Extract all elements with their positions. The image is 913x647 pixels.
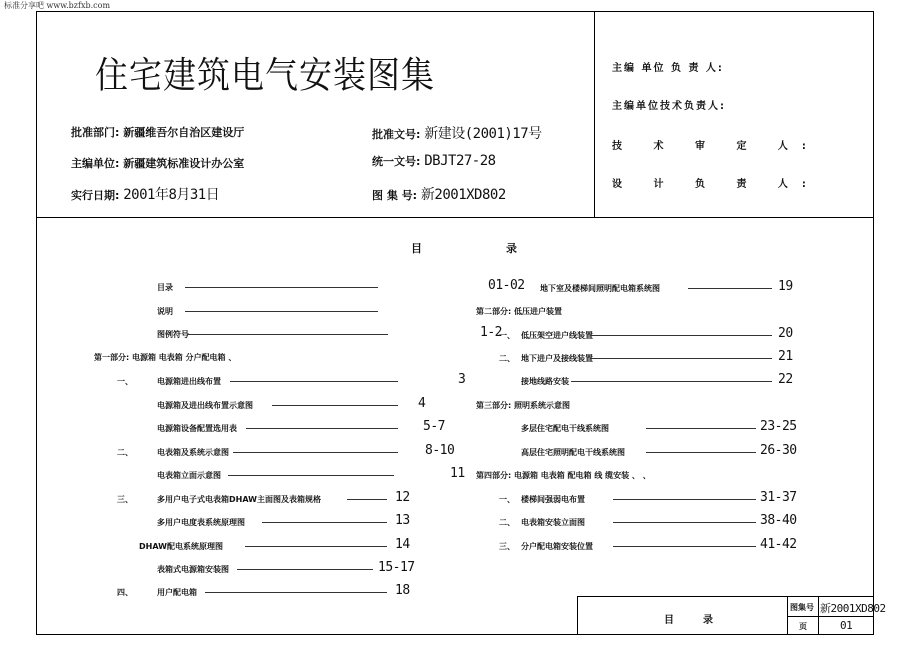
toc-num: 一、 xyxy=(117,377,133,386)
approval-number: 批准文号: 新建设(2001)17号 xyxy=(372,126,542,142)
titleblock-name-right: 录 xyxy=(703,615,715,626)
signoff-divider xyxy=(594,11,595,217)
toc-entry: 低压架空进户线装置 xyxy=(521,331,593,340)
editor-unit-label: 主编单位 xyxy=(71,157,115,170)
approval-dept-label: 批准部门 xyxy=(71,126,115,139)
toc-leader xyxy=(246,428,398,429)
toc-leader xyxy=(205,592,387,593)
titleblock-page-label: 页 xyxy=(799,622,807,631)
toc-page: 23-25 xyxy=(760,419,797,434)
titleblock-left xyxy=(577,596,578,635)
toc-leader xyxy=(272,405,398,406)
toc-page: 13 xyxy=(395,513,410,528)
signoff-design-head: 设 计 负 责 人: xyxy=(612,179,820,190)
toc-leader xyxy=(233,452,398,453)
toc-leader xyxy=(613,546,756,547)
toc-leader xyxy=(185,311,378,312)
toc-leader xyxy=(237,569,373,570)
titleblock-atlas-value: 新2001XD802 xyxy=(820,602,886,615)
titleblock-atlas-label: 图集号 xyxy=(790,603,814,612)
toc-leader xyxy=(646,452,756,453)
toc-page: 26-30 xyxy=(760,443,797,458)
toc-page: 18 xyxy=(395,583,410,598)
toc-entry: 图例符号 xyxy=(157,330,189,339)
toc-page: 31-37 xyxy=(760,490,797,505)
toc-entry: 电表箱及系统示意图 xyxy=(157,448,229,457)
toc-leader xyxy=(347,499,387,500)
toc-leader xyxy=(262,522,387,523)
toc-entry: 说明 xyxy=(157,307,173,316)
toc-page: 14 xyxy=(395,537,410,552)
toc-page: 4 xyxy=(418,396,426,411)
effective-date-value: 2001年8月31日 xyxy=(123,187,220,203)
toc-leader xyxy=(230,381,398,382)
atlas-number-value: 新2001XD802 xyxy=(420,187,506,203)
toc-page: 20 xyxy=(778,326,793,341)
toc-entry: 目录 xyxy=(157,283,173,292)
approval-dept-value: 新疆维吾尔自治区建设厅 xyxy=(123,126,245,139)
toc-entry: 电表箱安装立面图 xyxy=(521,518,585,527)
toc-entry: 电源箱及进出线布置示意图 xyxy=(157,401,253,410)
toc-entry: 楼梯间强弱电布置 xyxy=(521,495,585,504)
toc-num: 二、 xyxy=(499,518,515,527)
toc-leader xyxy=(228,475,394,476)
toc-leader xyxy=(590,358,772,359)
toc-page: 01-02 xyxy=(488,278,525,293)
effective-date-label: 实行日期 xyxy=(71,189,115,202)
toc-entry: 电源箱进出线布置 xyxy=(157,377,221,386)
toc-num: 三、 xyxy=(499,542,515,551)
toc-leader xyxy=(613,499,756,500)
toc-entry: 多层住宅配电干线系统图 xyxy=(521,424,609,433)
toc-page: 15-17 xyxy=(378,560,415,575)
toc-section-heading: 第二部分: 低压进户装置 xyxy=(476,307,562,316)
unified-number-value: DBJT27-28 xyxy=(424,153,496,169)
toc-leader xyxy=(646,428,756,429)
toc-title-right: 录 xyxy=(506,242,517,255)
toc-num: 二、 xyxy=(117,448,133,457)
toc-entry: 多用户电子式电表箱DHAW主面图及表箱规格 xyxy=(157,495,321,504)
toc-entry: 接地线路安装 xyxy=(521,377,569,386)
toc-entry: 用户配电箱 xyxy=(157,588,197,597)
toc-leader xyxy=(590,335,772,336)
effective-date: 实行日期: 2001年8月31日 xyxy=(71,187,220,203)
signoff-unit-head: 主编 单位 负 责 人: xyxy=(612,63,724,74)
titleblock-page-value: 01 xyxy=(840,619,853,632)
toc-num: 三、 xyxy=(117,495,133,504)
toc-entry: 地下进户及接线装置 xyxy=(521,354,593,363)
toc-entry: 多用户电度表系统原理图 xyxy=(157,518,245,527)
atlas-title: 住宅建筑电气安装图集 xyxy=(95,53,435,97)
toc-entry: 电源箱设备配置选用表 xyxy=(157,424,237,433)
toc-num: 二、 xyxy=(499,354,515,363)
toc-leader xyxy=(571,381,772,382)
titleblock-row-divider xyxy=(787,616,874,617)
unified-number: 统一文号: DBJT27-28 xyxy=(372,153,496,169)
toc-leader xyxy=(245,546,387,547)
toc-page: 19 xyxy=(778,279,793,294)
atlas-number: 图 集 号: 新2001XD802 xyxy=(372,187,506,203)
approval-number-value: 新建设(2001)17号 xyxy=(424,126,542,142)
toc-page: 22 xyxy=(778,372,793,387)
toc-page: 11 xyxy=(450,466,465,481)
approval-number-label: 批准文号 xyxy=(372,128,416,141)
toc-section-heading: 第一部分: 电源箱 电表箱 分户配电箱 、 xyxy=(94,353,237,362)
toc-leader xyxy=(613,522,756,523)
unified-number-label: 统一文号 xyxy=(372,155,416,168)
approval-dept: 批准部门: 新疆维吾尔自治区建设厅 xyxy=(71,126,245,139)
toc-page: 38-40 xyxy=(760,513,797,528)
editor-unit: 主编单位: 新疆建筑标准设计办公室 xyxy=(71,157,245,170)
toc-section-heading: 第四部分: 电源箱 电表箱 配电箱 线 缆安装 、 、 xyxy=(476,471,651,480)
toc-page: 21 xyxy=(778,349,793,364)
toc-num: 一、 xyxy=(499,331,515,340)
toc-leader xyxy=(187,334,388,335)
toc-num: 四、 xyxy=(117,588,133,597)
editor-unit-value: 新疆建筑标准设计办公室 xyxy=(123,157,245,170)
titleblock-name-left: 目 xyxy=(664,615,676,626)
toc-entry: 电表箱立面示意图 xyxy=(157,471,221,480)
signoff-tech-head: 主编单位技术负责人: xyxy=(612,101,726,112)
toc-page: 5-7 xyxy=(423,419,445,434)
toc-entry: 高层住宅照明配电干线系统图 xyxy=(521,448,625,457)
toc-entry: DHAW配电系统原理图 xyxy=(139,542,223,551)
header-divider xyxy=(36,217,874,218)
toc-page: 1-2 xyxy=(480,325,502,340)
toc-entry: 表箱式电源箱安装图 xyxy=(157,565,229,574)
watermark-text: 标准分享吧 www.bzfxb.com xyxy=(4,1,111,10)
toc-title-left: 目 xyxy=(411,242,422,255)
atlas-number-label: 图 集 号 xyxy=(372,189,413,202)
toc-leader xyxy=(185,287,378,288)
toc-section-heading: 第三部分: 照明系统示意图 xyxy=(476,401,570,410)
titleblock-top xyxy=(577,596,874,597)
toc-leader xyxy=(688,288,772,289)
toc-page: 8-10 xyxy=(425,443,455,458)
toc-page: 3 xyxy=(458,372,466,387)
toc-page: 12 xyxy=(395,490,410,505)
toc-entry: 分户配电箱安装位置 xyxy=(521,542,593,551)
toc-page: 41-42 xyxy=(760,537,797,552)
toc-num: 一、 xyxy=(499,495,515,504)
signoff-review: 技 术 审 定 人: xyxy=(612,141,820,152)
toc-entry: 地下室及楼梯间照明配电箱系统图 xyxy=(540,284,660,293)
